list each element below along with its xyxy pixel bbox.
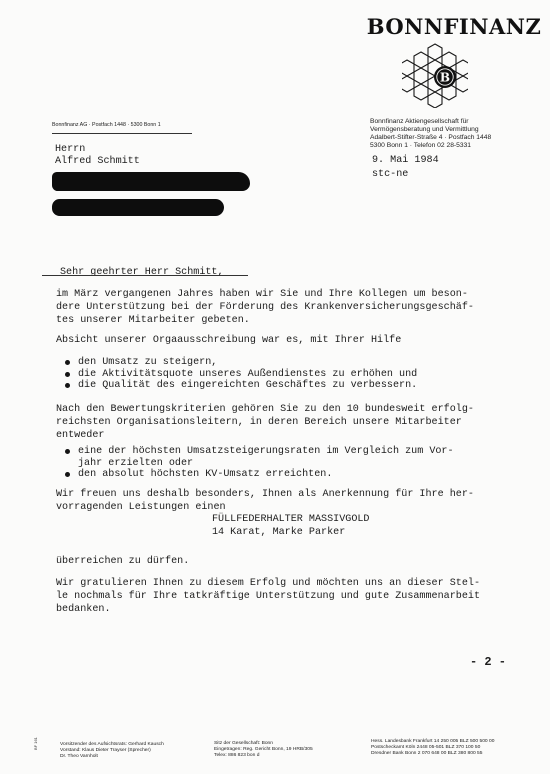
paragraph-intro bbox=[56, 289, 474, 327]
redaction-bar bbox=[52, 172, 250, 191]
redaction-bar bbox=[52, 199, 224, 216]
award-detail: 14 Karat, Marke Parker bbox=[212, 526, 346, 538]
bullet-list-achievements bbox=[78, 446, 454, 481]
bullet-icon bbox=[65, 383, 70, 388]
paragraph-line: Absicht unserer Orgaausschreibung war es, mit Ihrer Hilfe bbox=[56, 335, 402, 346]
paragraph-line: Wir gratulieren Ihnen zu diesem Erfolg und möchten uns an dieser Stel- bbox=[56, 578, 481, 589]
paragraph-line: überreichen zu dürfen. bbox=[56, 556, 190, 567]
paragraph-criteria bbox=[56, 404, 474, 442]
paragraph-line: dere Unterstützung bei der Förderung des Krankenversicherungsgeschäf- bbox=[56, 301, 474, 313]
list-item: den absolut höchsten KV-Umsatz erreichten. bbox=[78, 469, 454, 481]
footer-registry bbox=[214, 741, 313, 759]
list-item: die Qualität des eingereichten Geschäftes zu verbessern. bbox=[78, 380, 417, 392]
company-address-line: Bonnfinanz Aktiengesellschaft für bbox=[370, 118, 469, 125]
paragraph-line: bedanken. bbox=[56, 603, 111, 615]
letter-date: 9. Mai 1984 bbox=[372, 155, 439, 166]
paragraph-line: vorragenden Leistungen einen bbox=[56, 501, 226, 513]
footer-line: Vorsitzender des Aufsichtsrats: Gerhard Kausch bbox=[60, 742, 164, 747]
sender-return-address: Bonnfinanz AG · Postfach 1448 · 5300 Bonn 1 bbox=[52, 122, 161, 128]
recipient-name: Alfred Schmitt bbox=[55, 156, 140, 167]
list-item-continuation: jahr erzielten oder bbox=[78, 457, 194, 469]
company-address bbox=[370, 118, 491, 150]
footer-line: Telex: 886 823 bon d bbox=[214, 753, 260, 758]
footer-banks bbox=[371, 739, 494, 757]
footer-board bbox=[60, 742, 164, 760]
sender-divider bbox=[52, 133, 192, 134]
company-address-line: Adalbert-Stifter-Straße 4 · Postfach 1448 bbox=[370, 134, 492, 142]
bullet-icon bbox=[65, 449, 70, 454]
reference-code: stc-ne bbox=[372, 169, 409, 180]
company-address-line: Vermögensberatung und Vermittlung bbox=[370, 126, 479, 134]
footer-line: Sitz der Gesellschaft: Bonn bbox=[214, 741, 273, 746]
bullet-icon bbox=[65, 360, 70, 365]
award-title: FÜLLFEDERHALTER MASSIVGOLD bbox=[212, 514, 370, 525]
footer-line: Eingetragen: Reg. Gericht Bonn, 19 HRB/305 bbox=[214, 747, 313, 752]
footer-line: Hess. Landesbank Frankfurt 14 250 005 BLZ 500 500 00 bbox=[371, 739, 495, 744]
salutation-strike-line bbox=[42, 275, 248, 276]
bullet-icon bbox=[65, 372, 70, 377]
recipient-salutation: Herrn bbox=[55, 144, 86, 155]
paragraph-recognition bbox=[56, 489, 474, 515]
list-item: die Aktivitätsquote unseres Außendienstes zu erhöhen und bbox=[78, 369, 417, 381]
logo-letter: B bbox=[439, 70, 451, 85]
brand-wordmark: BONNFINANZ bbox=[366, 14, 542, 39]
paragraph-line: entweder bbox=[56, 429, 105, 441]
list-item: eine der höchsten Umsatzsteigerungsraten im Vergleich zum Vor- bbox=[78, 446, 454, 458]
paragraph-line: reichsten Organisationsleitern, in deren Bereich unsere Mitarbeiter bbox=[56, 416, 462, 428]
honeycomb-logo-icon bbox=[402, 42, 468, 108]
footer-line: Dr. Theo Varnholt bbox=[60, 754, 98, 759]
letter-salutation: Sehr geehrter Herr Schmitt, bbox=[60, 267, 224, 278]
paragraph-handover bbox=[56, 556, 189, 569]
footer-line: Vorstand: Klaus Dieter Trayser (Sprecher) bbox=[60, 748, 151, 753]
paragraph-line: Wir freuen uns deshalb besonders, Ihnen als Anerkennung für Ihre her- bbox=[56, 489, 474, 500]
bullet-list-goals bbox=[78, 357, 417, 392]
list-item: den Umsatz zu steigern, bbox=[78, 357, 417, 369]
paragraph-line: le nochmals für Ihre tatkräftige Unterstützung und gute Zusammenarbeit bbox=[56, 590, 481, 602]
page-number: - 2 - bbox=[470, 655, 507, 669]
form-code: BF 161 bbox=[33, 737, 38, 750]
footer-line: Postscheckamt Köln 2448 05-501 BLZ 370 100 50 bbox=[371, 745, 481, 750]
paragraph-purpose bbox=[56, 335, 401, 348]
award-block bbox=[212, 514, 370, 539]
paragraph-line: im März vergangenen Jahres haben wir Sie und Ihre Kollegen um beson- bbox=[56, 289, 468, 300]
bullet-icon bbox=[65, 472, 70, 477]
paragraph-line: Nach den Bewertungskriterien gehören Sie zu den 10 bundesweit erfolg- bbox=[56, 404, 474, 415]
paragraph-line: tes unserer Mitarbeiter gebeten. bbox=[56, 314, 250, 326]
footer-line: Dresdner Bank Bonn 2 070 648 00 BLZ 380 800 55 bbox=[371, 751, 483, 756]
company-address-line: 5300 Bonn 1 · Telefon 02 28-5331 bbox=[370, 142, 472, 150]
paragraph-thanks bbox=[56, 578, 480, 616]
